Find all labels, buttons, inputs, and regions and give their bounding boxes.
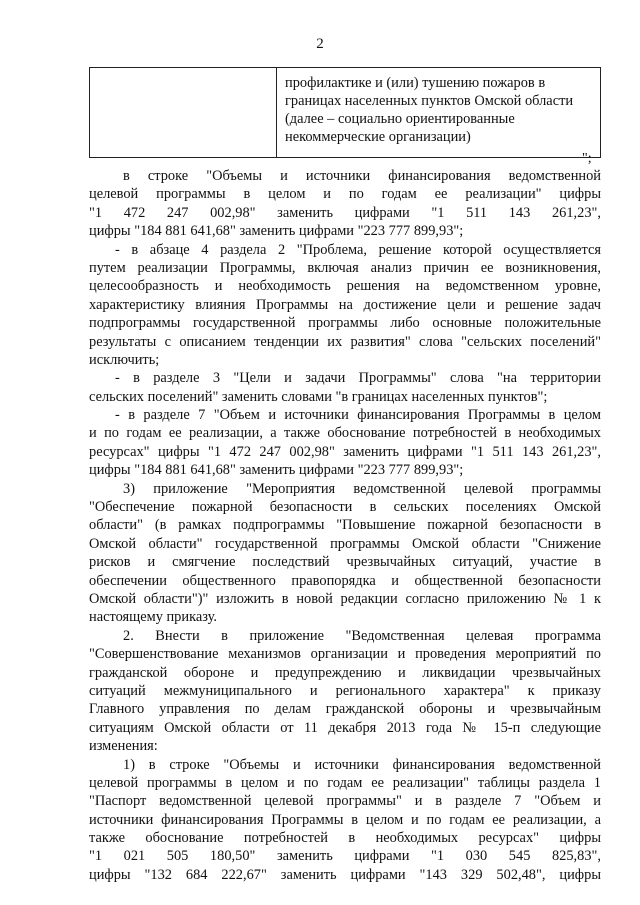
paragraph-line: целесообразность и необходимость решения на ведомственном уровне, [89,278,601,295]
paragraph-line: результаты с описанием тенденции их развития" слова "сельских поселений" [89,333,601,350]
paragraph-line: цифры "184 881 641,68" заменить цифрами "223 777 899,93"; [89,462,464,479]
paragraph-line: подпрограммы государственной программы либо основные положительные [89,315,601,332]
closing-quote: "; [582,151,592,166]
page-number: 2 [316,36,324,52]
continuation-table [89,67,601,158]
paragraph-line: - в разделе 3 "Цели и задачи Программы" слова "на территории [115,370,601,387]
paragraph-line: ситуациям Омской области от 11 декабря 2013 года № 15-п следующие [89,719,601,736]
paragraph-line: цифры "132 684 222,67" заменить цифрами "143 329 502,48", цифры [89,866,601,883]
paragraph-line: - в абзаце 4 раздела 2 "Проблема, решение которой осуществляется [115,241,601,258]
paragraph-line: целевой программы в целом и по годам ее реализации" цифры [89,186,601,203]
paragraph-line: целевой программы в целом и по годам ее реализации" таблицы раздела 1 [89,774,601,791]
paragraph-line: "Паспорт ведомственной целевой программы" и в разделе 7 "Объем и [89,793,601,810]
paragraph [89,627,601,756]
paragraph [89,480,601,627]
paragraph-line: цифры "184 881 641,68" заменить цифрами "223 777 899,93"; [89,223,464,240]
paragraph-line: - в разделе 7 "Объем и источники финансирования Программы в целом [115,407,601,424]
paragraph-line: настоящему приказу. [89,609,217,626]
paragraph-line: ресурсах" цифры "1 472 247 002,98" заменить цифрами "1 511 143 261,23", [89,443,601,460]
table-cell-line: профилактике и (или) тушению пожаров в [285,75,546,91]
paragraph-line: Омской области" государственной программы Омской области "Снижение [89,535,601,552]
paragraph-line: 1) в строке "Объемы и источники финансирования ведомственной [123,756,601,773]
paragraph [89,756,601,885]
paragraph-line: 2. Внести в приложение "Ведомственная целевая программа [123,627,601,644]
paragraph-line: характеристику влияния Программы на достижение цели и решение задач [89,296,601,313]
paragraph-line: источники финансирования Программы в целом и по годам ее реализации, а [89,811,601,828]
paragraph-line: сельских поселений" заменить словами "в границах населенных пунктов"; [89,388,548,405]
paragraph [89,369,601,406]
paragraph-line: путем реализации Программы, включая анализ причин ее возникновения, [89,259,601,276]
paragraph-line: также обоснование потребностей в необходимых ресурсах" цифры [89,830,601,847]
paragraph-line: "1 021 505 180,50" заменить цифрами "1 030 545 825,83", [89,848,601,865]
paragraph-line: "Обеспечение пожарной безопасности в сельских поселениях Омской [89,499,601,516]
table-cell-left [90,68,277,157]
paragraph [89,406,601,480]
paragraph-line: "Совершенствование механизмов организации и проведения мероприятий по [89,646,601,663]
paragraph-line: изменения: [89,738,158,755]
document-body [89,167,601,884]
paragraph-line: "1 472 247 002,98" заменить цифрами "1 511 143 261,23", [89,204,601,221]
paragraph-line: в строке "Объемы и источники финансирования ведомственной [123,168,601,184]
paragraph-line: Главного управления по делам гражданской обороны и чрезвычайным [89,701,601,718]
paragraph-line: и по годам ее реализации, а также обоснование потребностей в необходимых [89,425,601,442]
paragraph-line: обеспечении общественного правопорядка и общественной безопасности [89,572,601,589]
table-cell-line: некоммерческие организации) [285,129,471,145]
paragraph [89,167,601,241]
paragraph-line: области" (в рамках подпрограммы "Повышение пожарной безопасности в [89,517,601,534]
paragraph-line: Омской области")" изложить в новой редакции согласно приложению № 1 к [89,590,601,607]
paragraph-line: 3) приложение "Мероприятия ведомственной целевой программы [123,480,601,497]
table-cell-right [277,68,600,157]
table-cell-line: границах населенных пунктов Омской области [285,93,574,109]
paragraph-line: гражданской обороне и предупреждению и ликвидации чрезвычайных [89,664,601,681]
paragraph-line: ситуаций межмуниципального и регионального характера" к приказу [89,682,601,699]
paragraph [89,241,601,370]
paragraph-line: исключить; [89,351,160,368]
paragraph-line: рисков и смягчение последствий чрезвычайных ситуаций, участие в [89,554,601,571]
table-cell-line: (далее – социально ориентированные [285,111,515,127]
